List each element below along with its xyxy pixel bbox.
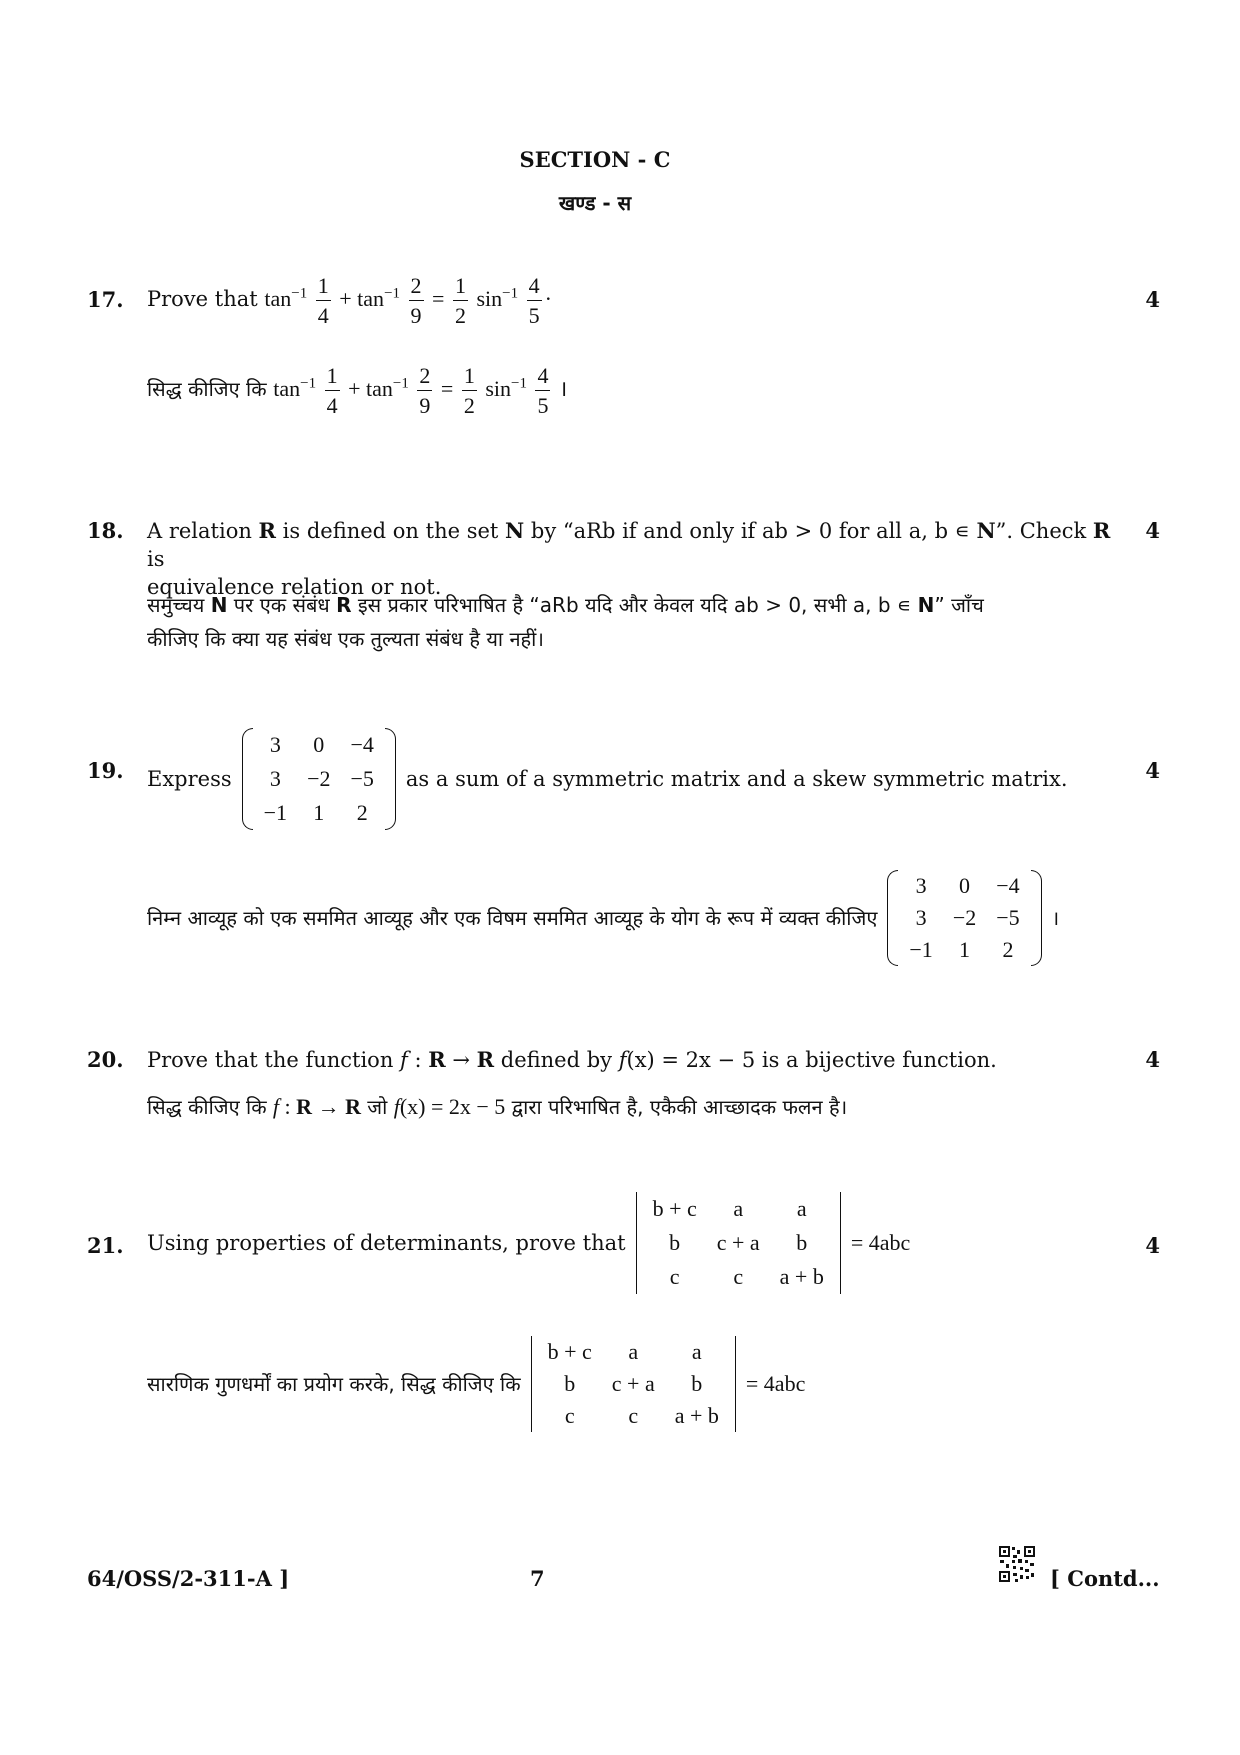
- question-18-hindi: समुच्चय N पर एक संबंध R इस प्रकार परिभाषित है “aRb यदि और केवल यदि ab > 0, सभी a, b ∊ N” जाँच कीजिए कि क्या यह संबंध एक तुल्यता संबंध है या नहीं।: [147, 593, 984, 651]
- question-19-hindi: निम्न आव्यूह को एक सममित आव्यूह और एक विषम सममित आव्यूह के योग के रूप में व्यक्त कीजिए 3 0 −4 3 −2 −5 −1 1 2 ।: [147, 870, 1059, 966]
- question-17-number: 17.: [87, 287, 124, 312]
- q21-hi-determinant: b + c a a b c + a b c c a + b: [531, 1336, 736, 1432]
- q17-hi-equation: $\tan^{-1}$ $\frac{1}{4}$ + $\tan^{-1}$ $\frac{2}{9}$ = $\frac{1}{2}$ $\sin^{-1}$ $\frac{4}{5}$ ।: [273, 363, 568, 418]
- continued-label: [ Contd...: [1050, 1566, 1160, 1591]
- q21-en-prefix: Using properties of determinants, prove that: [147, 1231, 626, 1255]
- page-number: 7: [530, 1566, 545, 1591]
- q21-rhs: = 4abc: [850, 1230, 911, 1255]
- q19-hi-matrix: 3 0 −4 3 −2 −5 −1 1 2: [887, 870, 1041, 966]
- question-17-marks: 4: [1145, 287, 1160, 312]
- paper-code: 64/OSS/2-311-A ]: [87, 1566, 290, 1591]
- q21-hi-prefix: सारणिक गुणधर्मों का प्रयोग करके, सिद्ध कीजिए कि: [147, 1372, 521, 1396]
- q21-hi-rhs: = 4abc: [745, 1371, 806, 1396]
- qr-code-icon: [998, 1545, 1036, 1587]
- section-title: SECTION - C: [519, 147, 671, 172]
- q21-determinant: b + c a a b c + a b c c a + b: [636, 1192, 841, 1294]
- question-20-marks: 4: [1145, 1047, 1160, 1072]
- question-21-number: 21.: [87, 1233, 124, 1258]
- question-19-english: [147, 728, 1068, 830]
- question-18-marks: 4: [1145, 518, 1160, 543]
- q17-en-prefix: Prove that: [147, 287, 258, 312]
- question-20-number: 20.: [87, 1047, 124, 1072]
- question-20-english: Prove that the function f : R → R defined by f(x) = 2x − 5 is a bijective function.: [147, 1047, 997, 1072]
- q19-matrix: 3 0 −4 3 −2 −5 −1 1 2: [242, 728, 396, 830]
- question-18-english: A relation R is defined on the set N by “aRb if and only if ab > 0 for all a, b ∊ N”. Check R is equivalence relation or not.: [147, 518, 1111, 599]
- section-hindi-title: खण्ड - स: [558, 191, 632, 215]
- q17-en-equation: $\tan^{-1}$ $\frac{1}{4}$ + $\tan^{-1}$ $\frac{2}{9}$ = $\frac{1}{2}$ $\sin^{-1}$ $\frac{4}{5}$ ·: [264, 273, 552, 328]
- question-17-hindi: [147, 365, 567, 417]
- question-19-number: 19.: [87, 758, 124, 783]
- question-17-english: [147, 275, 552, 327]
- question-18-number: 18.: [87, 518, 124, 543]
- question-20-hindi: सिद्ध कीजिए कि f : R → R जो f(x) = 2x − 5 द्वारा परिभाषित है, एकैकी आच्छादक फलन है।: [147, 1094, 848, 1119]
- q19-en-suffix: as a sum of a symmetric matrix and a skew symmetric matrix.: [405, 767, 1068, 791]
- question-21-marks: 4: [1145, 1233, 1160, 1258]
- q19-en-prefix: Express: [147, 767, 232, 791]
- q19-hi-text: निम्न आव्यूह को एक सममित आव्यूह और एक विषम सममित आव्यूह के योग के रूप में व्यक्त कीजिए: [147, 906, 878, 930]
- q17-hi-prefix: सिद्ध कीजिए कि: [147, 377, 267, 402]
- question-21-english: [147, 1192, 910, 1294]
- question-19-marks: 4: [1145, 758, 1160, 783]
- question-21-hindi: [147, 1336, 805, 1432]
